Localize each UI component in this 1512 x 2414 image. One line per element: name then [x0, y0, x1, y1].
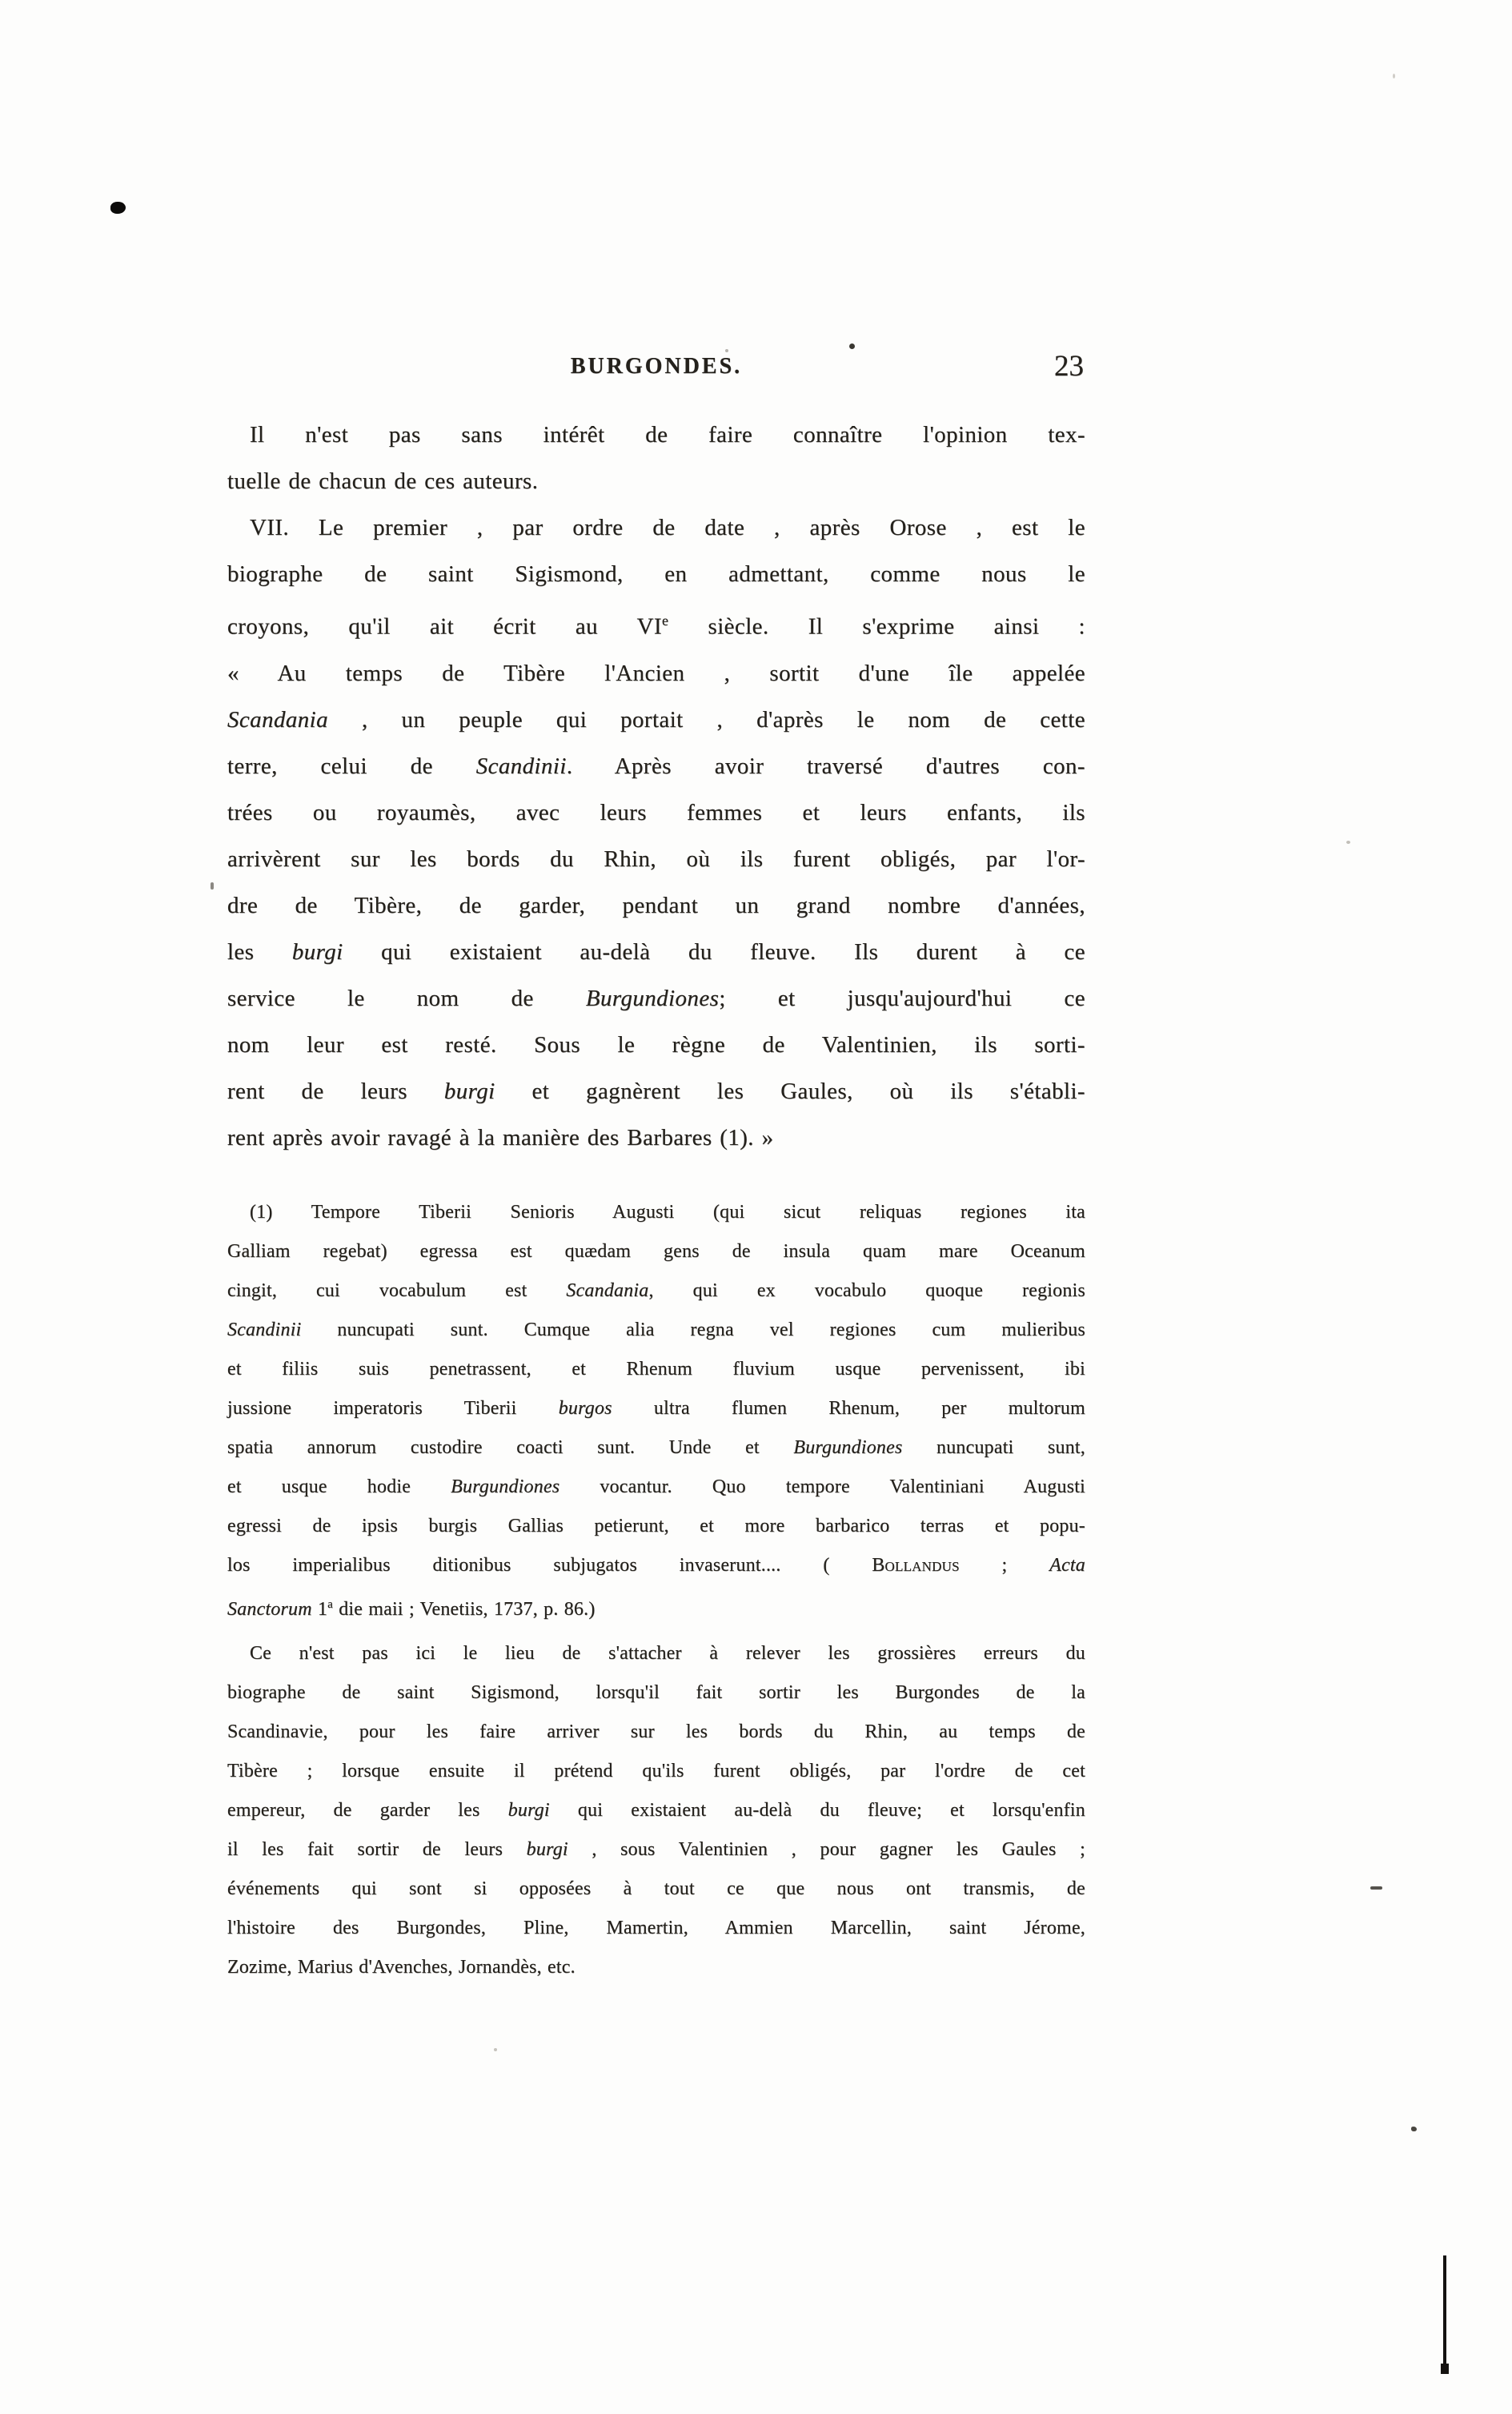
- text-line: [227, 697, 1085, 743]
- text-line: [227, 1232, 1085, 1271]
- text-segment: spatia annorum custodire coacti sunt. Unde et: [227, 1437, 794, 1458]
- text-segment: Burgundiones: [793, 1437, 903, 1458]
- text-segment: arrivèrent sur les bords du Rhin, où ils furent obligés, par l'or-: [227, 846, 1085, 872]
- paragraph: [227, 1634, 1085, 1987]
- main-text-block: [227, 412, 1085, 1161]
- text-line: [227, 1507, 1085, 1546]
- text-segment: rent après avoir ravagé à la manière des Barbares (1). »: [227, 1124, 774, 1151]
- text-segment: trées ou royaumès, avec leurs femmes et leurs enfants, ils: [227, 799, 1085, 825]
- text-line: [227, 882, 1085, 929]
- text-segment: ; et jusqu'aujourd'hui ce: [719, 985, 1085, 1011]
- text-segment: siècle. Il s'exprime ainsi :: [668, 613, 1085, 640]
- text-line: [227, 1546, 1085, 1585]
- text-line: [227, 1022, 1085, 1068]
- text-line: [227, 929, 1085, 975]
- text-line: [227, 1870, 1085, 1909]
- paragraph: [227, 1193, 1085, 1629]
- text-segment: Galliam regebat) egressa est quædam gens de insula quam mare Oceanum: [227, 1241, 1085, 1262]
- text-segment: ;: [959, 1555, 1050, 1576]
- text-segment: et gagnèrent les Gaules, où ils s'établi-: [495, 1078, 1085, 1104]
- scan-speck: [1393, 74, 1395, 78]
- text-segment: les: [227, 938, 292, 965]
- text-segment: burgos: [558, 1398, 612, 1419]
- running-title: BURGONDES.: [570, 354, 743, 379]
- scan-speck: [849, 343, 855, 349]
- text-segment: Acta: [1049, 1555, 1085, 1576]
- text-segment: Tibère ; lorsque ensuite il prétend qu'ils furent obligés, par l'ordre de cet: [227, 1761, 1085, 1781]
- text-segment: événements qui sont si opposées à tout ce que nous ont transmis, de: [227, 1878, 1085, 1899]
- text-segment: dre de Tibère, de garder, pendant un grand nombre d'années,: [227, 892, 1085, 918]
- text-segment: burgi: [291, 938, 343, 965]
- text-segment: vocantur. Quo tempore Valentiniani Augusti: [559, 1476, 1085, 1497]
- scan-speck: [1370, 1886, 1382, 1890]
- text-segment: Scandinavie, pour les faire arriver sur les bords du Rhin, au temps de: [227, 1721, 1085, 1742]
- text-segment: cingit, cui vocabulum est: [227, 1280, 567, 1301]
- text-segment: qui existaient au-delà du fleuve. Ils durent à ce: [343, 938, 1085, 965]
- text-segment: Burgundiones: [585, 985, 720, 1011]
- text-line: [227, 1428, 1085, 1468]
- text-line: [227, 1713, 1085, 1752]
- text-segment: Burgundiones: [451, 1476, 560, 1497]
- text-segment: , qui ex vocabulo quoque regionis: [648, 1280, 1085, 1301]
- text-line: [227, 458, 1085, 504]
- text-segment: service le nom de: [227, 985, 586, 1011]
- text-segment: a: [327, 1598, 334, 1611]
- text-segment: 1: [311, 1599, 328, 1620]
- text-segment: « Au temps de Tibère l'Ancien , sortit d'une île appelée: [227, 660, 1085, 686]
- paragraph: [227, 412, 1085, 504]
- text-line: [227, 650, 1085, 697]
- text-line: [227, 597, 1085, 650]
- text-line: [227, 1791, 1085, 1830]
- text-line: [227, 1389, 1085, 1428]
- text-line: [227, 1193, 1085, 1232]
- paragraph: [227, 504, 1085, 1161]
- text-segment: Scandinii: [475, 753, 567, 779]
- text-segment: Scandinii: [227, 1319, 302, 1340]
- text-line: [227, 412, 1085, 458]
- text-segment: Zozime, Marius d'Avenches, Jornandès, etc.: [227, 1957, 576, 1978]
- text-segment: nuncupati sunt. Cumque alia regna vel regiones cum mulieribus: [301, 1319, 1085, 1340]
- text-segment: biographe de saint Sigismond, lorsqu'il fait sortir les Burgondes de la: [227, 1682, 1085, 1703]
- scan-speck: [494, 2048, 497, 2051]
- text-line: [227, 789, 1085, 836]
- text-segment: nuncupati sunt,: [902, 1437, 1085, 1458]
- scan-artifact-line: [1443, 2255, 1446, 2374]
- text-line: [227, 975, 1085, 1022]
- text-segment: biographe de saint Sigismond, en admettant, comme nous le: [227, 561, 1085, 587]
- text-segment: los imperialibus ditionibus subjugatos invaserunt.... (: [227, 1555, 872, 1576]
- text-segment: , sous Valentinien , pour gagner les Gaules ;: [568, 1839, 1085, 1860]
- text-segment: il les fait sortir de leurs: [227, 1839, 527, 1860]
- text-segment: qui existaient au-delà du fleuve; et lorsqu'enfin: [549, 1800, 1085, 1821]
- scan-speck: [725, 349, 728, 352]
- text-segment: Scandania: [566, 1280, 649, 1301]
- text-segment: Ce n'est pas ici le lieu de s'attacher à relever les grossières erreurs du: [250, 1643, 1085, 1664]
- text-line: [227, 1585, 1085, 1629]
- text-segment: et filiis suis penetrassent, et Rhenum fluvium usque pervenissent, ibi: [227, 1359, 1085, 1380]
- text-segment: VII. Le premier , par ordre de date , après Orose , est le: [250, 515, 1085, 540]
- text-line: [227, 1311, 1085, 1350]
- text-segment: nom leur est resté. Sous le règne de Valentinien, ils sorti-: [227, 1031, 1085, 1058]
- text-segment: burgi: [526, 1839, 568, 1860]
- text-segment: (1) Tempore Tiberii Senioris Augusti (qui sicut reliquas regiones ita: [250, 1202, 1085, 1223]
- text-line: [227, 743, 1085, 789]
- text-segment: rent de leurs: [227, 1078, 444, 1104]
- footnote-block: [227, 1193, 1085, 1992]
- text-segment: croyons, qu'il ait écrit au VI: [227, 613, 663, 640]
- text-line: [227, 1752, 1085, 1791]
- scan-speck: [1411, 2127, 1417, 2131]
- text-line: [227, 1468, 1085, 1507]
- text-line: [227, 1948, 1085, 1987]
- text-segment: Bollandus: [872, 1555, 960, 1576]
- text-line: [227, 1909, 1085, 1948]
- text-segment: et usque hodie: [227, 1476, 451, 1497]
- text-segment: terre, celui de: [227, 753, 476, 779]
- page-header: [227, 350, 1085, 389]
- scan-speck: [1346, 841, 1350, 844]
- text-line: [227, 1115, 1085, 1161]
- text-segment: empereur, de garder les: [227, 1800, 508, 1821]
- text-line: [227, 1673, 1085, 1713]
- text-segment: , un peuple qui portait , d'après le nom de cette: [328, 706, 1085, 733]
- text-line: [227, 836, 1085, 882]
- text-line: [227, 504, 1085, 551]
- text-segment: die maii ; Venetiis, 1737, p. 86.): [333, 1599, 596, 1620]
- text-line: [227, 551, 1085, 597]
- text-segment: ultra flumen Rhenum, per multorum: [612, 1398, 1085, 1419]
- text-segment: egressi de ipsis burgis Gallias petierunt, et more barbarico terras et popu-: [227, 1516, 1085, 1536]
- text-segment: e: [662, 613, 669, 629]
- text-segment: tuelle de chacun de ces auteurs.: [227, 468, 539, 494]
- text-segment: . Après avoir traversé d'autres con-: [566, 753, 1085, 779]
- text-segment: Sanctorum: [227, 1599, 312, 1620]
- ink-spot: [110, 202, 126, 214]
- text-segment: jussione imperatoris Tiberii: [227, 1398, 559, 1419]
- text-segment: l'histoire des Burgondes, Pline, Mamertin, Ammien Marcellin, saint Jérome,: [227, 1918, 1085, 1938]
- scan-speck: [211, 882, 214, 890]
- text-segment: burgi: [443, 1078, 495, 1104]
- text-line: [227, 1634, 1085, 1673]
- page-number: 23: [1054, 350, 1084, 383]
- text-line: [227, 1830, 1085, 1870]
- text-segment: burgi: [507, 1800, 550, 1821]
- text-segment: Il n'est pas sans intérêt de faire connaître l'opinion tex-: [250, 422, 1085, 448]
- text-line: [227, 1350, 1085, 1389]
- text-line: [227, 1068, 1085, 1115]
- text-line: [227, 1271, 1085, 1311]
- text-segment: Scandania: [227, 706, 329, 733]
